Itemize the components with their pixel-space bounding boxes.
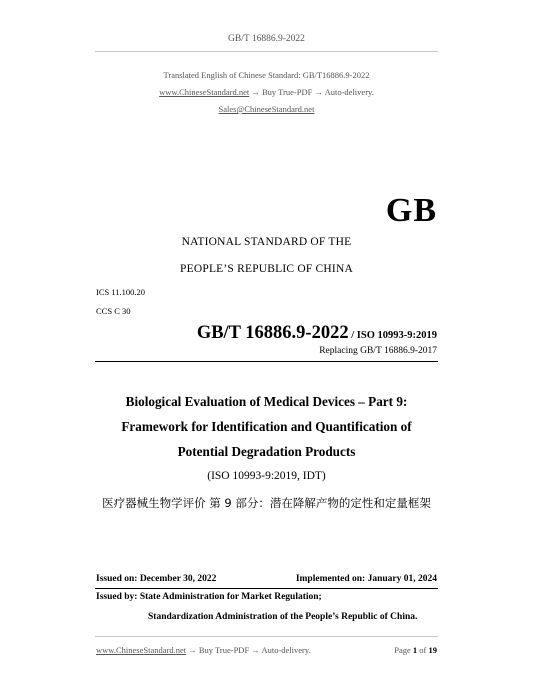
title-rule xyxy=(95,361,438,362)
translation-links xyxy=(0,87,533,97)
issued-by-authority2: Standardization Administration of the People’s Republic of China. xyxy=(148,612,418,622)
issued-by-row xyxy=(96,592,322,602)
issued-by-label: Issued by: xyxy=(96,592,140,602)
arrow-right-icon: → xyxy=(314,87,323,97)
running-header: GB/T 16886.9-2022 xyxy=(228,34,305,44)
page-total: 19 xyxy=(428,645,437,655)
header-rule xyxy=(95,51,438,52)
arrow-right-icon: → xyxy=(251,87,260,97)
site-link[interactable]: www.ChineseStandard.net xyxy=(159,87,250,97)
page-number xyxy=(394,645,437,655)
issued-by-authority1: State Administration for Market Regulation; xyxy=(139,592,322,602)
gb-mark: GB xyxy=(385,192,437,229)
footer-links xyxy=(96,645,311,655)
page-label: Page xyxy=(394,645,411,655)
implemented-on: Implemented on: January 01, 2024 xyxy=(295,574,437,584)
page-of: of xyxy=(419,645,427,655)
auto-delivery-text: Auto-delivery. xyxy=(324,87,374,97)
standard-number: GB/T 16886.9-2022 xyxy=(196,323,349,343)
arrow-right-icon: → xyxy=(251,645,260,655)
national-standard-line1: NATIONAL STANDARD OF THE xyxy=(181,236,352,248)
standard-separator: / xyxy=(348,330,357,341)
arrow-right-icon: → xyxy=(188,645,197,655)
iso-reference: (ISO 10993-9:2019, IDT) xyxy=(207,470,326,482)
issued-on: Issued on: December 30, 2022 xyxy=(96,574,217,584)
ccs-code: CCS C 30 xyxy=(96,306,131,316)
iso-number: ISO 10993-9:2019 xyxy=(356,330,437,341)
email-row xyxy=(0,104,533,114)
sales-email-link[interactable]: Sales@ChineseStandard.net xyxy=(218,104,315,114)
national-standard-line2: PEOPLE’S REPUBLIC OF CHINA xyxy=(180,263,353,275)
title-line3: Potential Degradation Products xyxy=(177,444,356,459)
title-line1: Biological Evaluation of Medical Devices – Part 9: xyxy=(125,394,408,409)
footer-buy-text: Buy True-PDF xyxy=(198,645,250,655)
footer-delivery-text: Auto-delivery. xyxy=(261,645,311,655)
standard-number-row xyxy=(197,323,437,344)
footer-rule xyxy=(95,636,438,637)
page-current: 1 xyxy=(412,645,418,655)
translation-notice: Translated English of Chinese Standard: GB/T16886.9-2022 xyxy=(163,70,370,80)
footer-site-link[interactable]: www.ChineseStandard.net xyxy=(96,645,187,655)
buy-pdf-text: Buy True-PDF xyxy=(262,87,313,97)
ics-code: ICS 11.100.20 xyxy=(96,287,146,297)
issue-rule xyxy=(95,588,438,589)
title-line2: Framework for Identification and Quantification of xyxy=(121,419,412,434)
replacing-note: Replacing GB/T 16886.9-2017 xyxy=(319,346,437,356)
chinese-title: 医疗器械生物学评价 第 9 部分：潜在降解产物的定性和定量框架 xyxy=(102,496,431,510)
